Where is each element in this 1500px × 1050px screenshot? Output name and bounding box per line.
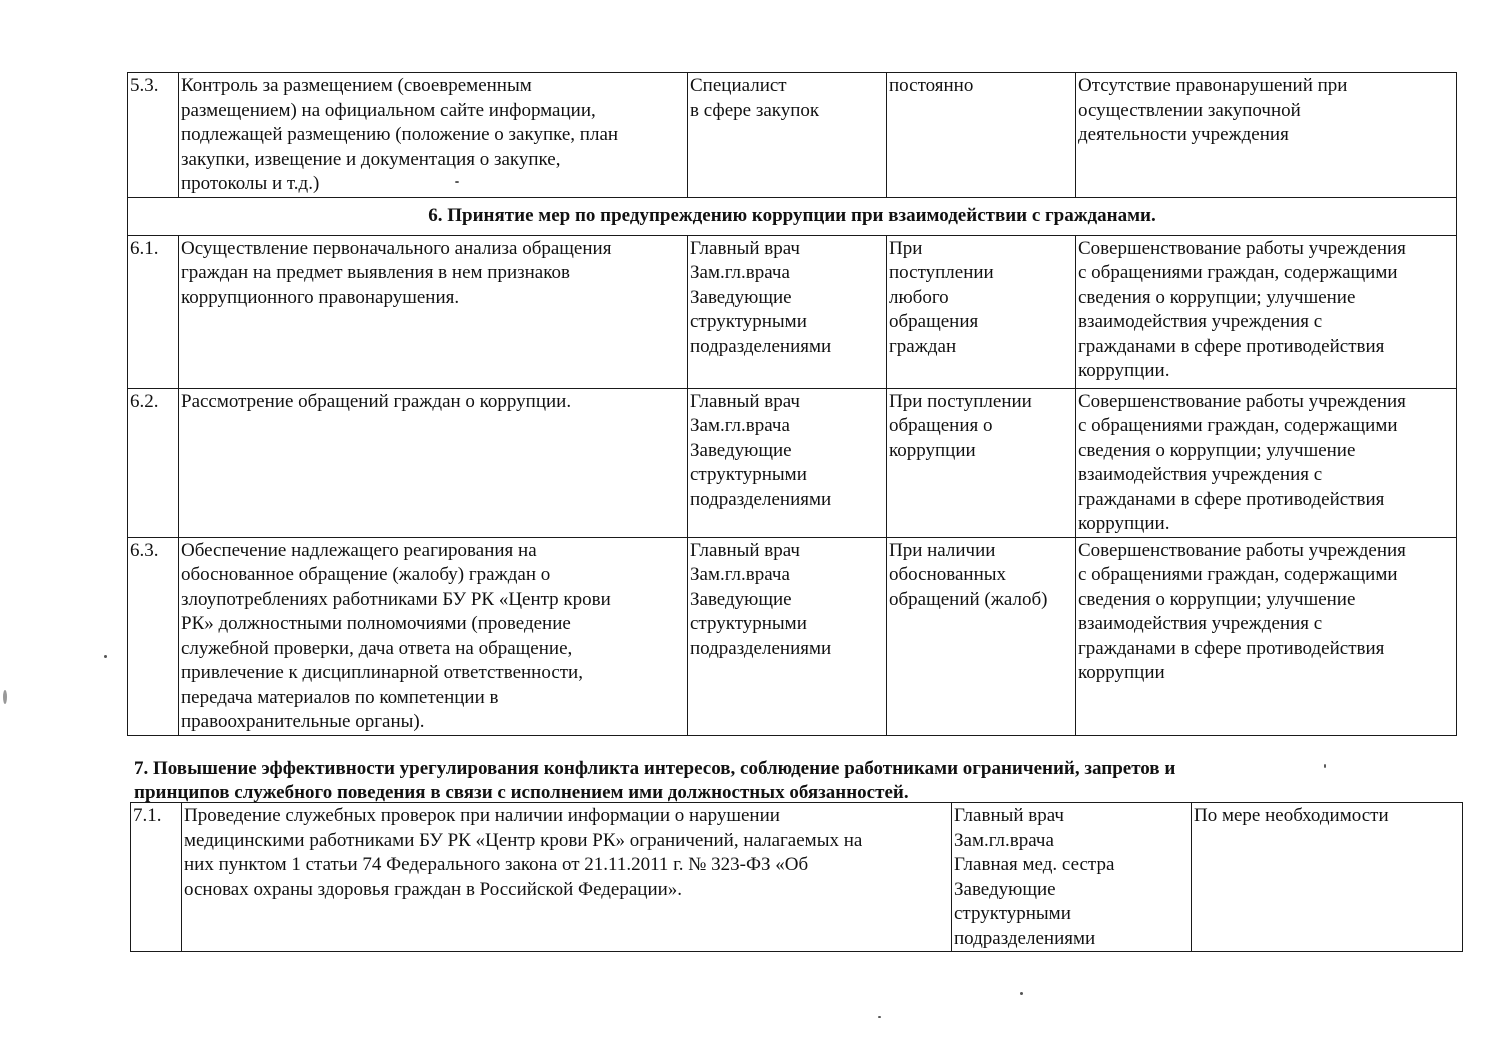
expected-result: Совершенствование работы учреждения с обращениями граждан, содержащими сведения о коррупции; улучшение взаимодействия учреждения с гражданами в сфере противодействия коррупции. — [1076, 388, 1457, 537]
section-7-heading: 7. Повышение эффективности урегулирования конфликта интересов, соблюдение работниками ограничений, запретов и принципов служебного поведения в связи с исполнением ими должностных обязанностей. — [134, 758, 1176, 803]
measure-description: Рассмотрение обращений граждан о коррупции. — [179, 388, 688, 537]
measure-description: Обеспечение надлежащего реагирования на обоснованное обращение (жалобу) граждан о злоупотреблениях работниками БУ РК «Центр крови РК» должностными полномочиями (проведение служебной проверки, дача ответа на обращение, привлечение к дисциплинарной ответственности, передача материалов по компетенции в правоохранительные органы). — [179, 537, 688, 735]
expected-result: Отсутствие правонарушений при осуществлении закупочной деятельности учреждения — [1076, 73, 1457, 198]
deadline: При поступлении любого обращения граждан — [887, 235, 1076, 388]
responsible-persons: Главный врач Зам.гл.врача Заведующие структурными подразделениями — [688, 235, 887, 388]
table-row — [131, 803, 1463, 952]
row-number: 5.3. — [128, 73, 179, 198]
scan-speck — [3, 690, 7, 704]
row-number: 6.1. — [128, 235, 179, 388]
measures-table — [127, 72, 1457, 736]
row-number: 6.3. — [128, 537, 179, 735]
responsible-persons: Главный врач Зам.гл.врача Главная мед. сестра Заведующие структурными подразделениями — [952, 803, 1192, 952]
measure-description: Осуществление первоначального анализа обращения граждан на предмет выявления в нем признаков коррупционного правонарушения. — [179, 235, 688, 388]
expected-result: Совершенствование работы учреждения с обращениями граждан, содержащими сведения о коррупции; улучшение взаимодействия учреждения с гражданами в сфере противодействия коррупции. — [1076, 235, 1457, 388]
measure-description: Контроль за размещением (своевременным размещением) на официальном сайте информации, подлежащей размещению (положение о закупке, план закупки, извещение и документация о закупке, протоколы и т.д.) — [179, 73, 688, 198]
deadline: По мере необходимости — [1192, 803, 1463, 952]
row-number: 6.2. — [128, 388, 179, 537]
section-6-title: 6. Принятие мер по предупреждению коррупции при взаимодействии с гражданами. — [128, 197, 1457, 235]
deadline: При поступлении обращения о коррупции — [887, 388, 1076, 537]
scan-speck — [104, 655, 107, 658]
conflict-of-interest-table — [130, 802, 1463, 952]
section-header-row — [128, 197, 1457, 235]
responsible-persons: Главный врач Зам.гл.врача Заведующие структурными подразделениями — [688, 388, 887, 537]
scan-speck — [455, 181, 459, 183]
scan-speck — [1324, 764, 1326, 768]
table-row — [128, 537, 1457, 735]
table-row — [128, 235, 1457, 388]
deadline: При наличии обоснованных обращений (жалоб) — [887, 537, 1076, 735]
table-row — [128, 388, 1457, 537]
scan-speck — [878, 1016, 881, 1018]
responsible-persons: Специалист в сфере закупок — [688, 73, 887, 198]
responsible-persons: Главный врач Зам.гл.врача Заведующие структурными подразделениями — [688, 537, 887, 735]
expected-result: Совершенствование работы учреждения с обращениями граждан, содержащими сведения о коррупции; улучшение взаимодействия учреждения с гражданами в сфере противодействия коррупции — [1076, 537, 1457, 735]
scan-speck — [1020, 992, 1023, 995]
deadline: постоянно — [887, 73, 1076, 198]
row-number: 7.1. — [131, 803, 182, 952]
measure-description: Проведение служебных проверок при наличии информации о нарушении медицинскими работниками БУ РК «Центр крови РК» ограничений, налагаемых на них пунктом 1 статьи 74 Федерального закона от 21.11.2011 г. № 323-ФЗ «Об основах охраны здоровья граждан в Российской Федерации». — [182, 803, 952, 952]
table-row — [128, 73, 1457, 198]
